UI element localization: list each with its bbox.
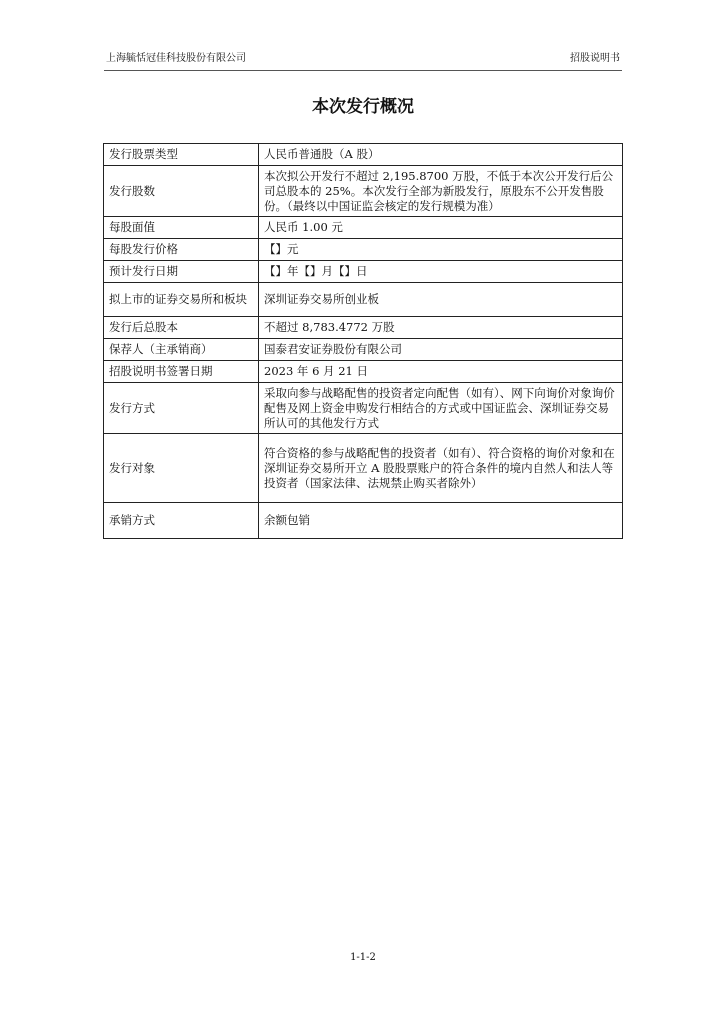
row-label: 发行方式 [104,383,259,434]
row-label: 招股说明书签署日期 [104,361,259,383]
table-row [104,503,623,539]
row-label: 预计发行日期 [104,261,259,283]
row-value: 采取向参与战略配售的投资者定向配售（如有）、网下向询价对象询价配售及网上资金申购发行相结合的方式或中国证监会、深圳证券交易所认可的其他发行方式 [259,383,623,434]
offering-overview-table [103,143,623,539]
table-row [104,383,623,434]
page-header [104,52,622,71]
row-value: 国泰君安证券股份有限公司 [259,339,623,361]
row-value: 不超过 8,783.4772 万股 [259,317,623,339]
row-value: 余额包销 [259,503,623,539]
row-label: 每股发行价格 [104,239,259,261]
row-value: 【】年【】月【】日 [259,261,623,283]
table-row [104,317,623,339]
row-value: 深圳证券交易所创业板 [259,283,623,317]
table-row [104,217,623,239]
table-row [104,434,623,503]
row-value: 2023 年 6 月 21 日 [259,361,623,383]
row-value: 人民币 1.00 元 [259,217,623,239]
page-number: 1-1-2 [350,952,376,963]
row-label: 发行股票类型 [104,144,259,166]
table-row [104,283,623,317]
row-value: 本次拟公开发行不超过 2,195.8700 万股，不低于本次公开发行后公司总股本的 25%。本次发行全部为新股发行，原股东不公开发售股份。（最终以中国证监会核定的发行规模为准） [259,166,623,217]
table-row [104,361,623,383]
table-row [104,144,623,166]
table-row [104,239,623,261]
page-title: 本次发行概况 [312,97,414,117]
row-label: 保荐人（主承销商） [104,339,259,361]
row-label: 发行后总股本 [104,317,259,339]
row-label: 每股面值 [104,217,259,239]
row-value: 【】元 [259,239,623,261]
table-row [104,261,623,283]
row-value: 人民币普通股（A 股） [259,144,623,166]
row-label: 拟上市的证券交易所和板块 [104,283,259,317]
table-row [104,339,623,361]
row-label: 发行对象 [104,434,259,503]
table-row [104,166,623,217]
header-document-type: 招股说明书 [570,53,620,64]
row-value: 符合资格的参与战略配售的投资者（如有）、符合资格的询价对象和在深圳证券交易所开立 A 股股票账户的符合条件的境内自然人和法人等投资者（国家法律、法规禁止购买者除外） [259,434,623,503]
header-company-name: 上海毓恬冠佳科技股份有限公司 [106,53,246,64]
row-label: 承销方式 [104,503,259,539]
row-label: 发行股数 [104,166,259,217]
